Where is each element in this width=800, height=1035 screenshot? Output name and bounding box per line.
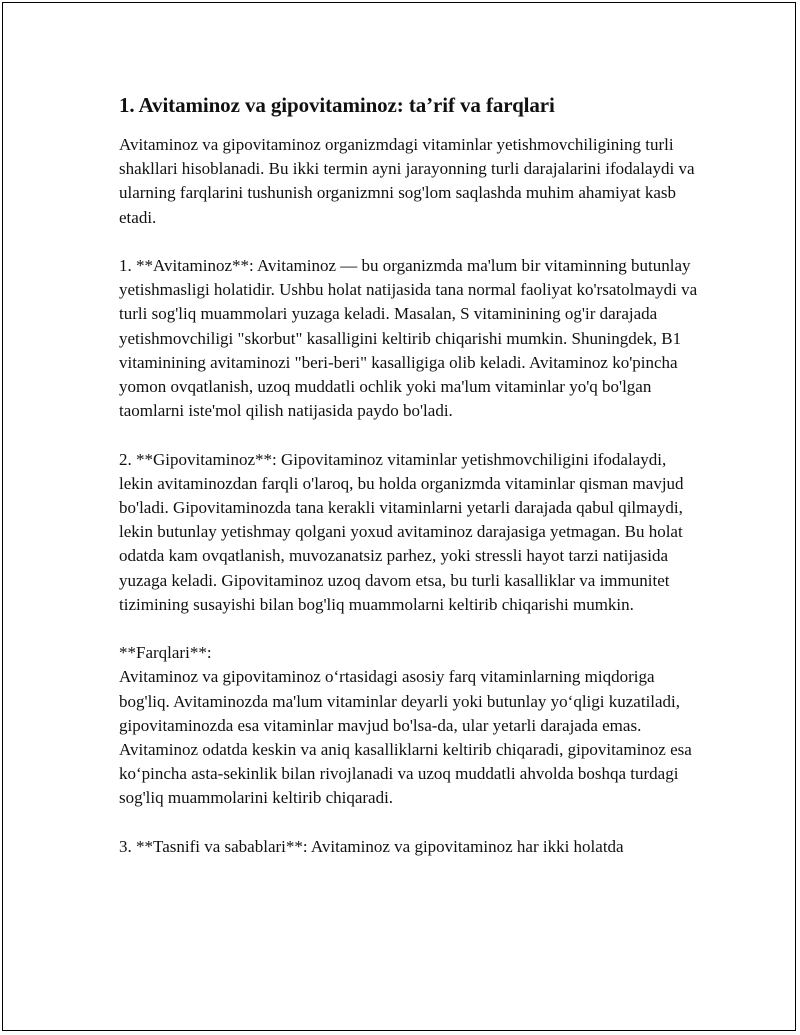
intro-paragraph: Avitaminoz va gipovitaminoz organizmdagi vitaminlar yetishmovchiligining turli shakllari hisoblanadi. Bu ikki termin ayni jarayonning turli darajalarini ifodalaydi va ularning farqlarini tushunish organizmni sog'lom saqlashda muhim ahamiyat kasb etadi. [119, 135, 695, 227]
farqlari-paragraph [119, 641, 699, 810]
gipovitaminoz-paragraph: 2. **Gipovitaminoz**: Gipovitaminoz vitaminlar yetishmovchiligini ifodalaydi, lekin avitaminozdan farqli o'laroq, bu holda organizmda vitaminlar qisman mavjud bo'ladi. Gipovitaminozda tana kerakli vitaminlarni yetarli darajada qabul qilmaydi, lekin butunlay yetishmay qolgani yoxud avitaminoz darajasiga yetmagan. Bu holat odatda kam ovqatlanish, muvozanatsiz parhez, yoki stressli hayot tarzi natijasida yuzaga keladi. Gipovitaminoz uzoq davom etsa, bu turli kasalliklar va immunitet tizimining susayishi bilan bog'liq muammolarni keltirib chiqarishi mumkin. [119, 449, 684, 614]
farqlari-text: Avitaminoz va gipovitaminoz o‘rtasidagi asosiy farq vitaminlarning miqdoriga bog'liq. Avitaminozda ma'lum vitaminlar deyarli yoki butunlay yo‘qligi kuzatiladi, gipovitaminozda esa vitaminlar mavjud bo'lsa-da, ular yetarli darajada emas. Avitaminoz odatda keskin va aniq kasalliklarni keltirib chiqaradi, gipovitaminoz esa ko‘pincha asta-sekinlik bilan rivojlanadi va uzoq muddatli ahvolda boshqa turdagi sog'liq muammolarini keltirib chiqaradi. [119, 667, 692, 808]
document-body [119, 91, 699, 859]
tasnifi-paragraph: 3. **Tasnifi va sabablari**: Avitaminoz va gipovitaminoz har ikki holatda [119, 836, 624, 856]
farqlari-label: **Farqlari**: [119, 643, 212, 663]
section-heading: 1. Avitaminoz va gipovitaminoz: ta’rif va farqlari [119, 93, 555, 117]
avitaminoz-paragraph: 1. **Avitaminoz**: Avitaminoz — bu organizmda ma'lum bir vitaminning butunlay yetishmasligi holatidir. Ushbu holat natijasida tana normal faoliyat ko'rsatolmaydi va turli sog'liq muammolari yuzaga keladi. Masalan, S vitaminining og'ir darajada yetishmovchiligi "skorbut" kasalligini keltirib chiqarishi mumkin. Shuningdek, B1 vitaminining avitaminozi "beri-beri" kasalligiga olib keladi. Avitaminoz ko'pincha yomon ovqatlanish, uzoq muddatli ochlik yoki ma'lum vitaminlar yo'q bo'lgan taomlarni iste'mol qilish natijasida paydo bo'ladi. [119, 256, 698, 421]
document-page [2, 2, 796, 1031]
